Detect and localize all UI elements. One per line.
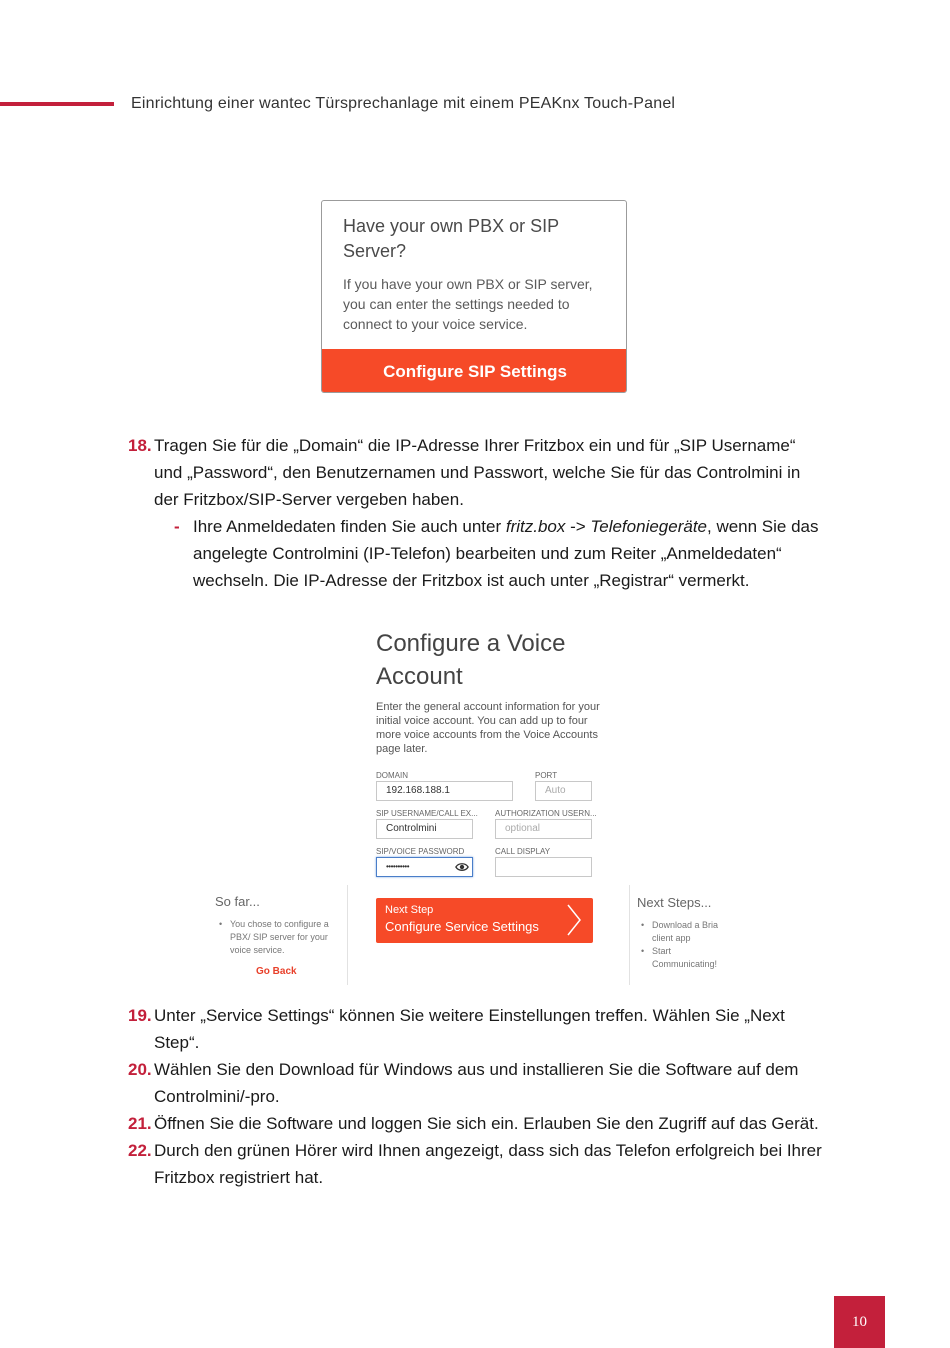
- port-input[interactable]: Auto: [535, 781, 592, 801]
- domain-input[interactable]: 192.168.188.1: [376, 781, 513, 801]
- step-text: Öffnen Sie die Software und loggen Sie sich ein. Erlauben Sie den Zugriff auf das Gerät.: [154, 1114, 819, 1133]
- fritzbox-path: fritz.box: [505, 517, 566, 536]
- configure-service-settings-label: Configure Service Settings: [385, 919, 539, 934]
- sip-username-label: SIP USERNAME/CALL EX...: [376, 809, 478, 818]
- authorization-username-input[interactable]: optional: [495, 819, 592, 839]
- next-step-label: Next Step: [385, 904, 434, 916]
- step-number: 21.: [128, 1114, 152, 1133]
- step-number: 19.: [128, 1006, 152, 1025]
- port-label: PORT: [535, 771, 558, 780]
- subpoint-text-part: Ihre Anmeldedaten finden Sie auch unter: [193, 517, 506, 536]
- next-steps-title: Next Steps...: [637, 895, 712, 910]
- configure-sip-settings-button[interactable]: Configure SIP Settings: [322, 349, 627, 393]
- eye-icon[interactable]: [455, 860, 469, 874]
- header-accent-bar: [0, 102, 114, 106]
- step-number: 18.: [128, 436, 152, 455]
- divider-right: [629, 885, 630, 985]
- next-step-button[interactable]: [376, 898, 593, 943]
- authorization-username-label: AUTHORIZATION USERN...: [495, 809, 597, 818]
- page-number: 10: [834, 1296, 885, 1348]
- voice-account-description: Enter the general account information for your initial voice account. You can add up to four more voice accounts from the Voice Accounts page later.: [376, 701, 600, 755]
- bullet-dash: -: [174, 517, 180, 536]
- step-18-subpoint: [174, 513, 834, 594]
- step-text: Tragen Sie für die „Domain“ die IP-Adresse Ihrer Fritzbox ein und für „SIP Username“ und „Password“, den Benutzernamen und Passwort, welche Sie für das Controlmini in der Fritzbox/SIP-Server vergeben haben.: [154, 436, 801, 509]
- step-text: Wählen Sie den Download für Windows aus und installieren Sie die Software auf dem Controlmini/-pro.: [154, 1060, 799, 1106]
- domain-label: DOMAIN: [376, 771, 408, 780]
- voice-account-title: Configure a Voice Account: [376, 630, 566, 690]
- sip-settings-card: [321, 200, 627, 393]
- step-20: [128, 1056, 828, 1110]
- step-text: Unter „Service Settings“ können Sie weitere Einstellungen treffen. Wählen Sie „Next Step“.: [154, 1006, 785, 1052]
- password-value: ••••••••••: [386, 862, 410, 871]
- so-far-list: [216, 918, 341, 957]
- telephony-devices-path: Telefoniegeräte: [590, 517, 707, 536]
- sip-card-title: Have your own PBX or SIP Server?: [343, 216, 559, 261]
- page-header-title: Einrichtung einer wantec Türsprechanlage mit einem PEAKnx Touch-Panel: [131, 95, 676, 112]
- sip-username-input[interactable]: Controlmini: [376, 819, 473, 839]
- call-display-input[interactable]: [495, 857, 592, 877]
- step-19: [128, 1002, 828, 1056]
- password-input[interactable]: [376, 857, 473, 877]
- step-18: [128, 432, 828, 513]
- chevron-right-icon: [566, 904, 582, 936]
- next-steps-list: [638, 919, 733, 971]
- password-label: SIP/VOICE PASSWORD: [376, 847, 465, 856]
- call-display-label: CALL DISPLAY: [495, 847, 551, 856]
- so-far-title: So far...: [215, 894, 260, 909]
- sip-card-description: If you have your own PBX or SIP server, you can enter the settings needed to connect to your voice service.: [343, 276, 593, 332]
- list-item: • Start Communicating!: [638, 945, 733, 971]
- divider-left: [347, 885, 348, 985]
- step-22: [128, 1137, 828, 1191]
- subpoint-text: [193, 513, 834, 594]
- subpoint-text-part: , wenn Sie das angelegte Controlmini (IP-Telefon) bearbeiten und zum Reiter „Anmeldedaten“ wechseln. Die IP-Adresse der Fritzbox ist auch unter „Registrar“ vermerkt.: [193, 517, 819, 590]
- step-number: 22.: [128, 1141, 152, 1160]
- voice-account-screenshot: [205, 620, 745, 990]
- step-number: 20.: [128, 1060, 152, 1079]
- go-back-link[interactable]: Go Back: [256, 966, 297, 977]
- step-21: [128, 1110, 828, 1137]
- step-text: Durch den grünen Hörer wird Ihnen angezeigt, dass sich das Telefon erfolgreich bei Ihrer Fritzbox registriert hat.: [154, 1141, 822, 1187]
- subpoint-text-part: ->: [565, 517, 591, 536]
- list-item: • Download a Bria client app: [638, 919, 733, 945]
- list-item: • You chose to configure a PBX/ SIP server for your voice service.: [216, 918, 341, 957]
